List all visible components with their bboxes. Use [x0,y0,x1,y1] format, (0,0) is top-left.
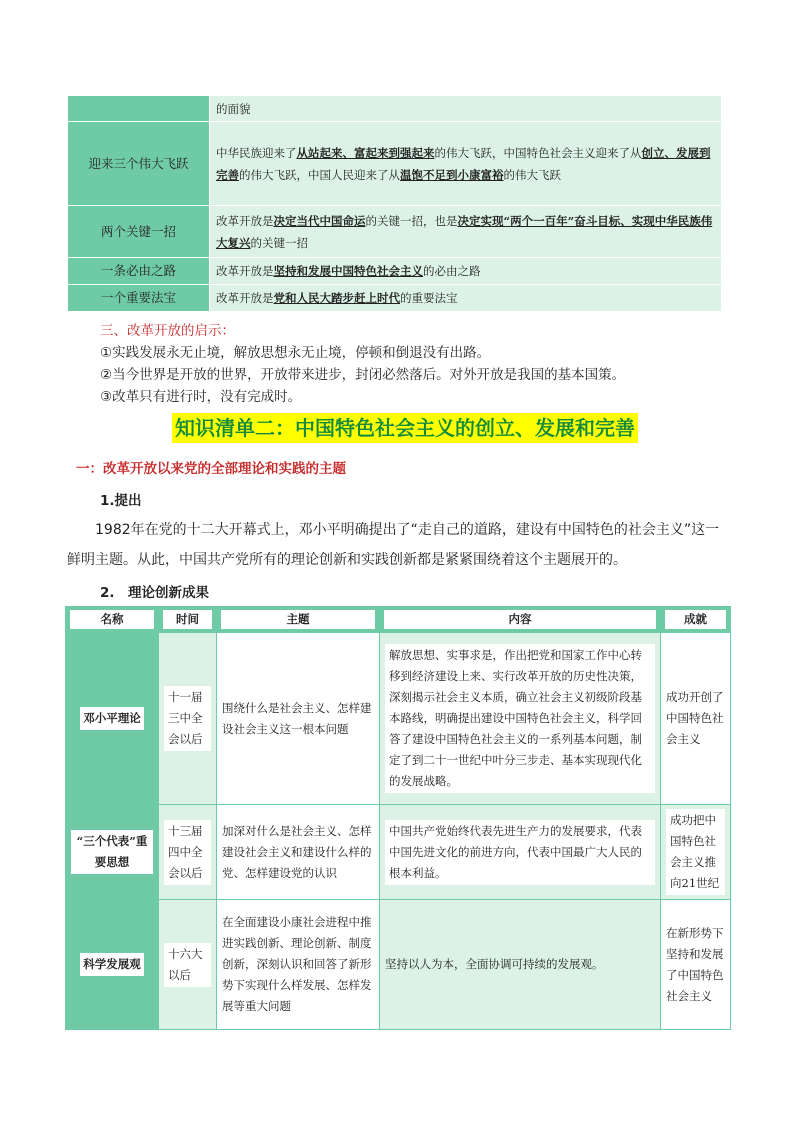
table-cell-blank [68,96,210,122]
heading-theory-results: 2. 理论创新成果 [100,585,210,601]
list-item: ②当今世界是开放的世界，开放带来进步，封闭必然落后。对外开放是我国的基本国策。 [100,367,626,383]
time-cell: 十三届四中全会以后 [159,805,217,900]
table-cell-content: 改革开放是党和人民大踏步赶上时代的重要法宝 [210,285,722,312]
content-cell: 解放思想、实事求是，作出把党和国家工作中心转移到经济建设上来、实行改革开放的历史性决策，深刻揭示社会主义本质，确立社会主义初级阶段基本路线，明确提出建设中国特色社会主义，科学回答了建设中国特色社会主义的一系列基本问题，制定了到二十一世纪中叶分三步走、基本实现现代化的发展战略。 [380,633,661,805]
column-header: 名称 [66,607,159,633]
table-row [66,900,731,1030]
table-cell-content: 中华民族迎来了从站起来、富起来到强起来的伟大飞跃，中国特色社会主义迎来了从创立、发展到完善的伟大飞跃，中国人民迎来了从温饱不足到小康富裕的伟大飞跃 [210,122,722,206]
column-header: 主题 [217,607,380,633]
section-title: 三、改革开放的启示： [100,323,235,339]
table-cell-content: 改革开放是决定当代中国命运的关键一招，也是决定实现“两个一百年”奋斗目标、实现中华民族伟大复兴的关键一招 [210,206,722,258]
table-cell-content: 的面貌 [210,96,722,122]
column-header: 内容 [380,607,661,633]
achievement-cell: 成功把中国特色社会主义推向21世纪 [661,805,731,900]
theory-table [65,606,731,1030]
table-row-label: 迎来三个伟大飞跃 [68,122,210,206]
heading-theme: 一：改革开放以来党的全部理论和实践的主题 [76,461,346,477]
table-row [66,633,731,805]
table-cell-content: 改革开放是坚持和发展中国特色社会主义的必由之路 [210,258,722,285]
list-item: ③改革只有进行时，没有完成时。 [100,389,302,405]
theme-cell: 在全面建设小康社会进程中推进实践创新、理论创新、制度创新，深刻认识和回答了新形势下实现什么样发展、怎样发展等重大问题 [217,900,380,1030]
theme-cell: 加深对什么是社会主义、怎样建设社会主义和建设什么样的党、怎样建设党的认识 [217,805,380,900]
name-cell: 科学发展观 [66,900,159,1030]
time-cell: 十六大以后 [159,900,217,1030]
achievement-cell: 在新形势下坚持和发展了中国特色社会主义 [661,900,731,1030]
table-header-row [66,607,731,633]
heading-proposal: 1.提出 [100,493,142,509]
achievement-cell: 成功开创了中国特色社会主义 [661,633,731,805]
name-cell: “三个代表”重要思想 [66,805,159,900]
list-item: ①实践发展永无止境，解放思想永无止境，停顿和倒退没有出路。 [100,345,491,361]
summary-table [67,95,722,312]
content-cell: 中国共产党始终代表先进生产力的发展要求，代表中国先进文化的前进方向，代表中国最广大人民的根本利益。 [380,805,661,900]
knowledge-list-banner: 知识清单二：中国特色社会主义的创立、发展和完善 [172,413,638,443]
column-header: 时间 [159,607,217,633]
time-cell: 十一届三中全会以后 [159,633,217,805]
content-cell: 坚持以人为本，全面协调可持续的发展观。 [380,900,661,1030]
table-row-label: 一个重要法宝 [68,285,210,312]
table-row [66,805,731,900]
theme-cell: 围绕什么是社会主义、怎样建设社会主义这一根本问题 [217,633,380,805]
name-cell: 邓小平理论 [66,633,159,805]
table-row-label: 一条必由之路 [68,258,210,285]
paragraph: 1982年在党的十二大开幕式上，邓小平明确提出了“走自己的道路，建设有中国特色的社会主义”这一鲜明主题。从此，中国共产党所有的理论创新和实践创新都是紧紧围绕着这个主题展开的。 [67,522,720,568]
reform-lessons-section [100,320,625,408]
column-header: 成就 [661,607,731,633]
table-row-label: 两个关键一招 [68,206,210,258]
